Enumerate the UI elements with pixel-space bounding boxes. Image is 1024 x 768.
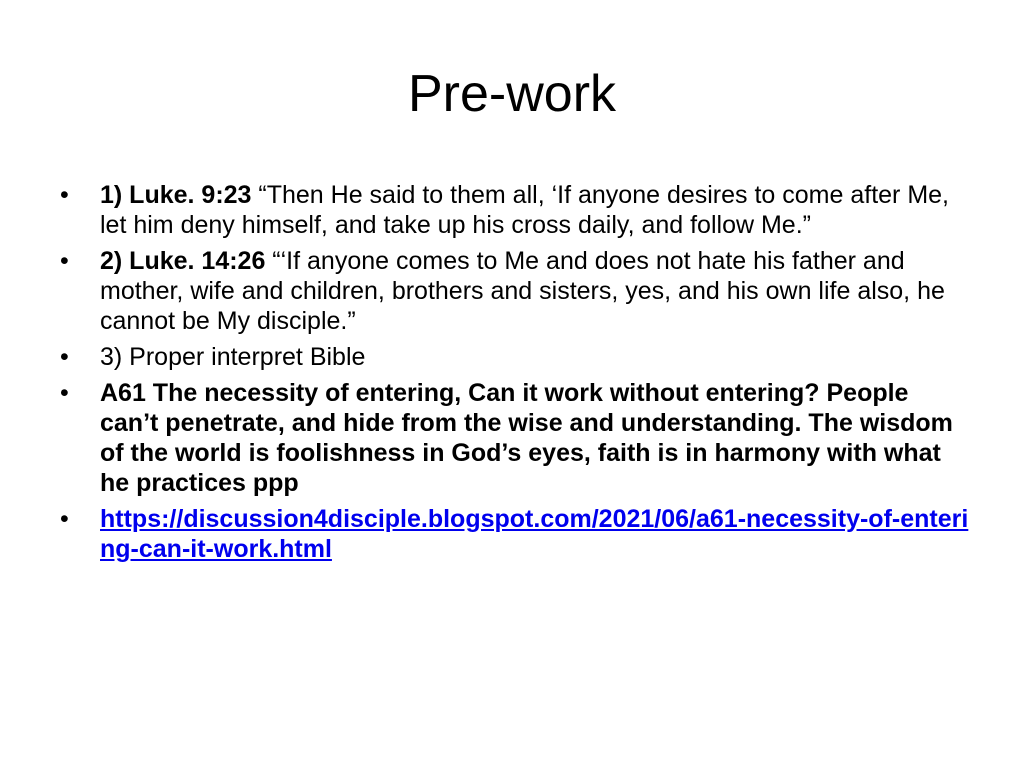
bullet-item-a61 bbox=[60, 378, 970, 498]
bullet-item-link bbox=[60, 504, 970, 564]
bullet-icon: • bbox=[60, 379, 69, 407]
scripture-quote: “‘If anyone comes to Me and does not hate his father and mother, wife and children, brothers and sisters, yes, and his own life also, he cannot be My disciple.” bbox=[100, 247, 945, 335]
bullet-icon: • bbox=[60, 505, 69, 533]
bullet-text: 3) Proper interpret Bible bbox=[100, 343, 366, 371]
bullet-item-luke-9-23 bbox=[60, 180, 970, 240]
scripture-reference: 2) Luke. 14:26 bbox=[100, 247, 266, 275]
bullet-list bbox=[60, 180, 970, 570]
bullet-item-interpret-bible bbox=[60, 342, 970, 372]
scripture-reference: 1) Luke. 9:23 bbox=[100, 181, 252, 209]
blog-link[interactable]: https://discussion4disciple.blogspot.com/2021/06/a61-necessity-of-entering-can-it-work.html bbox=[100, 505, 969, 563]
bullet-icon: • bbox=[60, 181, 69, 209]
bullet-icon: • bbox=[60, 247, 69, 275]
bullet-icon: • bbox=[60, 343, 69, 371]
bullet-text: A61 The necessity of entering, Can it work without entering? People can’t penetrate, and hide from the wise and understanding. The wisdom of the world is foolishness in God’s eyes, faith is in harmony with what he practices ppp bbox=[100, 379, 953, 497]
scripture-quote: “Then He said to them all, ‘If anyone desires to come after Me, let him deny himself, and take up his cross daily, and follow Me.” bbox=[100, 181, 949, 239]
bullet-item-luke-14-26 bbox=[60, 246, 970, 336]
slide-title: Pre-work bbox=[407, 65, 617, 123]
